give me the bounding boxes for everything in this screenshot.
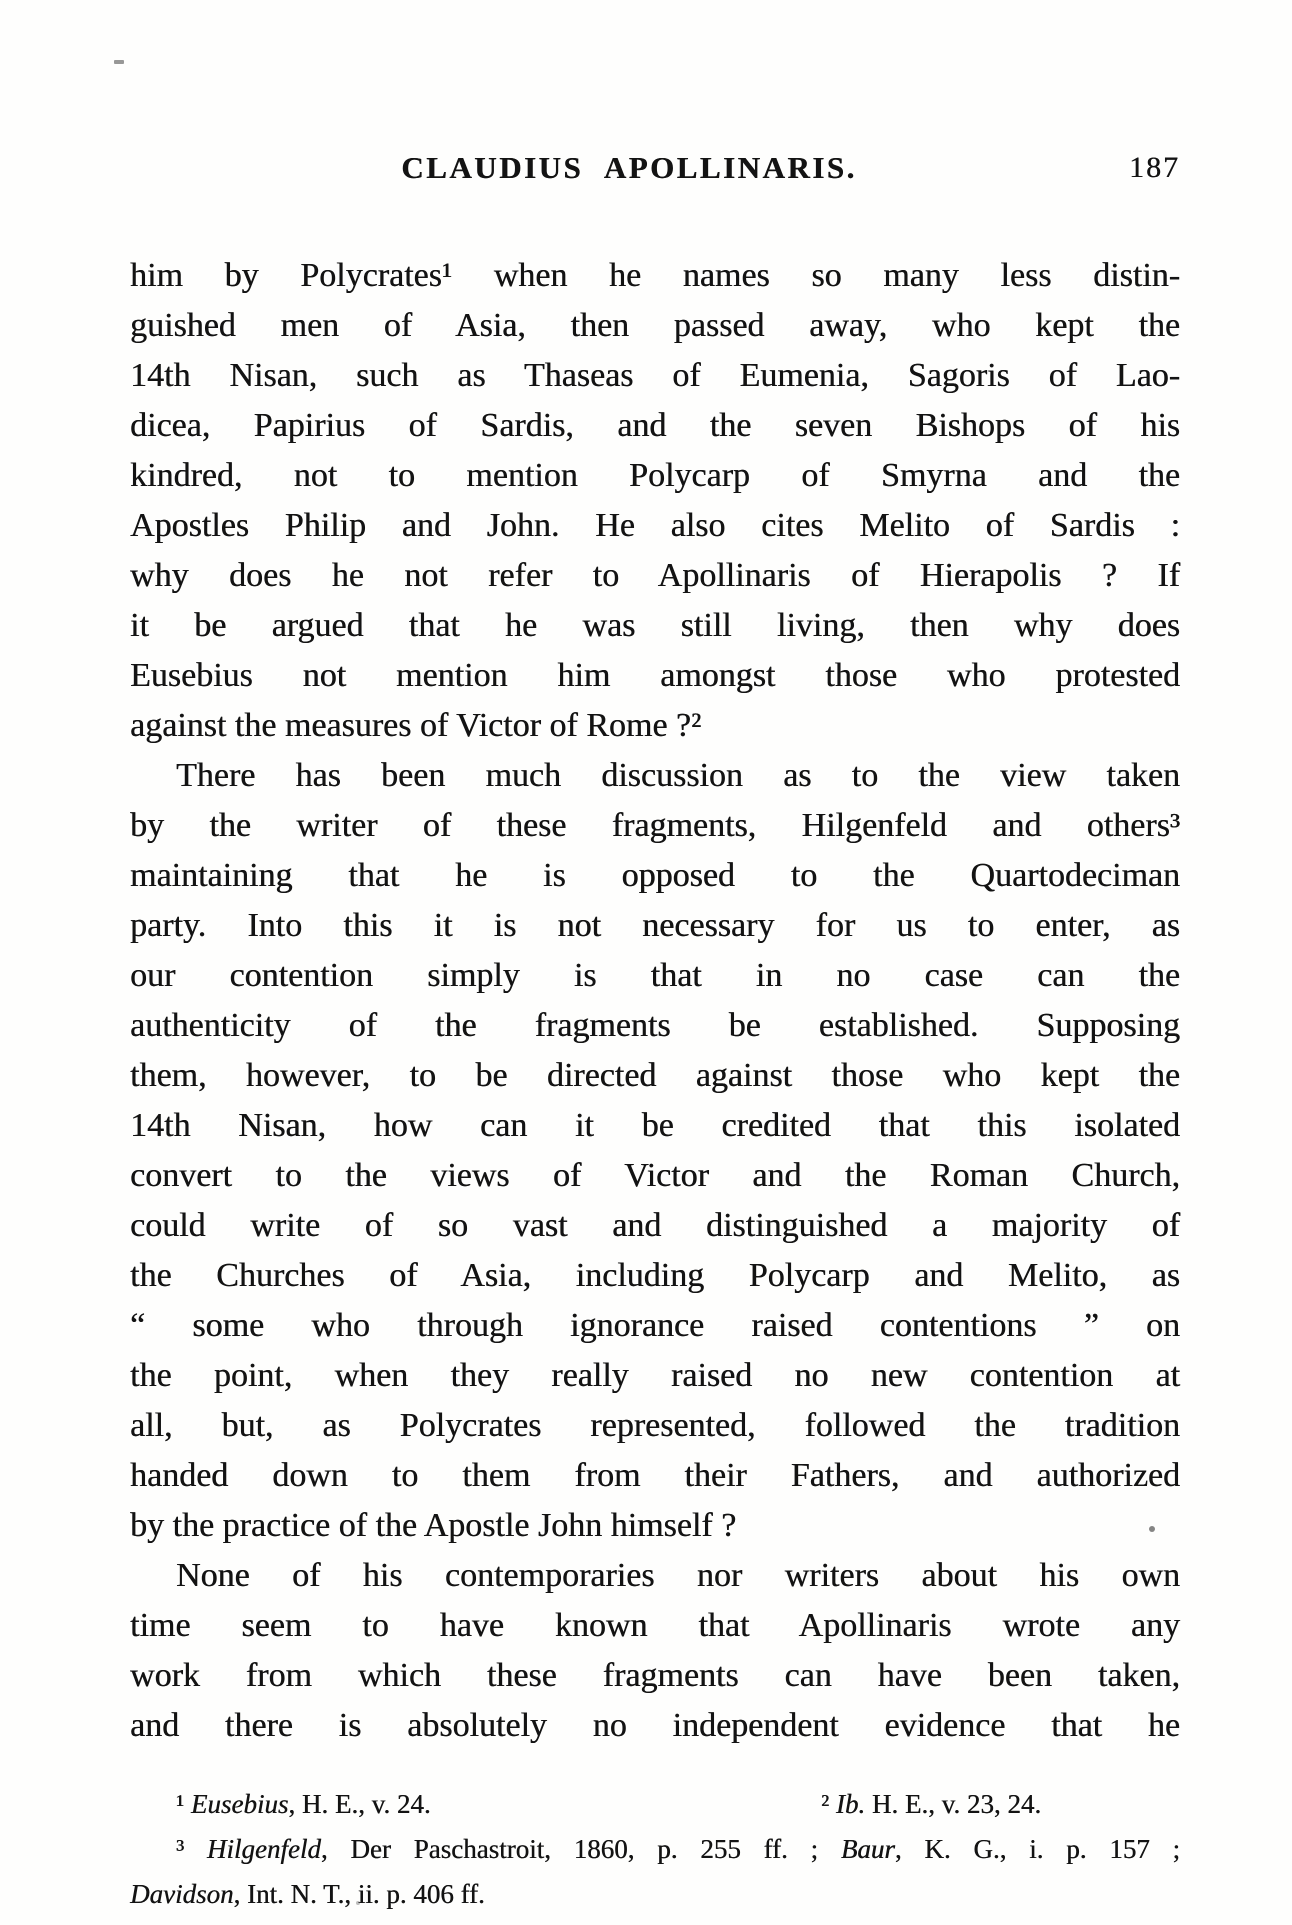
text-line: maintaining that he is opposed to the Quartodeciman [130,857,1180,894]
text-line: could write of so vast and distinguished a majority of [130,1207,1180,1244]
text-line: time seem to have known that Apollinaris wrote any [130,1607,1180,1644]
text-line: him by Polycrates¹ when he names so many less distin- [130,257,1180,294]
text-line: and there is absolutely no independent evidence that he [130,1707,1180,1744]
text-line: work from which these fragments can have been taken, [130,1657,1180,1694]
footnote-italic-text: Baur [840,1834,895,1864]
footnote-italic-text: Eusebius [190,1789,289,1819]
text-line: party. Into this it is not necessary for us to enter, as [130,907,1180,944]
text-line: 14th Nisan, how can it be credited that this isolated [130,1107,1180,1144]
body-text [130,251,1180,1751]
scan-artifact [114,60,124,64]
footnote-text: H. E., v. 23, 24. [865,1789,1042,1819]
text-line: them, however, to be directed against those who kept the [130,1057,1180,1094]
footnote-1 [176,1789,431,1819]
footnote-3 [130,1827,1180,1872]
text-line: “ some who through ignorance raised contentions ” on [130,1307,1180,1344]
footnote-italic-text: Hilgenfeld [206,1834,321,1864]
footnote-line [130,1782,1180,1827]
text-line: kindred, not to mention Polycarp of Smyrna and the [130,457,1180,494]
running-title: CLAUDIUS APOLLINARIS. [401,150,857,185]
text-line: authenticity of the fragments be established. Supposing [130,1007,1180,1044]
footnote-text: , Int. N. T., ii. p. 406 ff. [233,1879,485,1909]
footnote-text: , Der Paschastroit, 1860, p. 255 ff. ; [320,1834,841,1864]
text-line: None of his contemporaries nor writers about his own [176,1557,1180,1594]
text-line: guished men of Asia, then passed away, who kept the [130,307,1180,344]
footnote-text: ³ [176,1834,207,1864]
text-line: it be argued that he was still living, then why does [130,607,1180,644]
text-line: by the writer of these fragments, Hilgenfeld and others³ [130,807,1180,844]
footnote-italic-text: Davidson [130,1879,234,1909]
text-line: all, but, as Polycrates represented, followed the tradition [130,1407,1180,1444]
footnote-text: ¹ [176,1789,191,1819]
text-line: Apostles Philip and John. He also cites Melito of Sardis : [130,507,1180,544]
page-header [130,150,1180,192]
text-line: dicea, Papirius of Sardis, and the seven Bishops of his [130,407,1180,444]
page-number: 187 [1129,151,1180,184]
footnote-2 [775,1782,1041,1827]
text-line: handed down to them from their Fathers, and authorized [130,1457,1180,1494]
scan-artifact [1149,1526,1155,1532]
text-line: Eusebius not mention him amongst those who protested [130,657,1180,694]
footnote-italic-text: Ib. [835,1789,866,1819]
text-line: 14th Nisan, such as Thaseas of Eumenia, Sagoris of Lao- [130,357,1180,394]
footnote-3-continued [130,1872,1180,1917]
footnote-text: , K. G., i. p. 157 ; [894,1834,1180,1864]
footnotes [130,1782,1180,1917]
footnote-text: , H. E., v. 24. [288,1789,431,1819]
text-line: why does he not refer to Apollinaris of Hierapolis ? If [130,557,1180,594]
text-line: the Churches of Asia, including Polycarp and Melito, as [130,1257,1180,1294]
text-line: There has been much discussion as to the view taken [176,757,1180,794]
text-line: against the measures of Victor of Rome ?² [130,707,702,744]
text-line: our contention simply is that in no case can the [130,957,1180,994]
scan-artifact [356,1901,360,1905]
text-line: by the practice of the Apostle John himself ? [130,1507,737,1544]
footnote-text: ² [821,1789,836,1819]
text-line: the point, when they really raised no new contention at [130,1357,1180,1394]
text-line: convert to the views of Victor and the Roman Church, [130,1157,1180,1194]
